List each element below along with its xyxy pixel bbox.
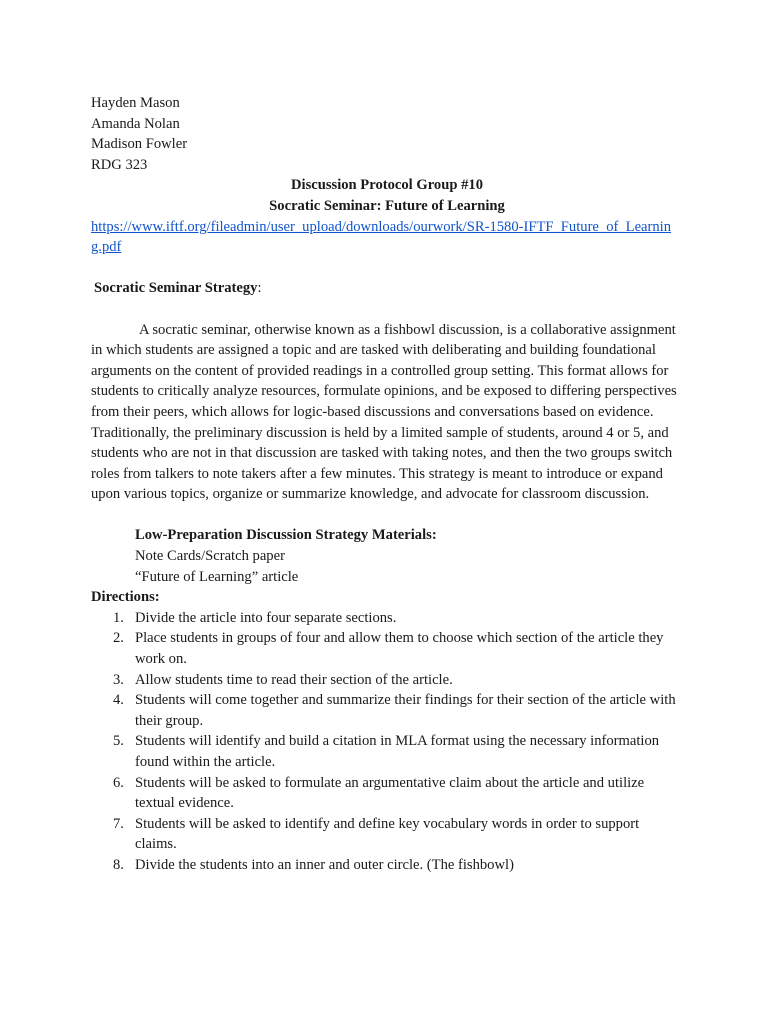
author-name: Hayden Mason bbox=[91, 95, 180, 111]
direction-text: Place students in groups of four and allow them to choose which section of the article they work on. bbox=[135, 630, 664, 668]
direction-number: 2. bbox=[113, 630, 124, 647]
direction-item bbox=[91, 628, 683, 669]
direction-number: 6. bbox=[113, 774, 124, 791]
direction-text: Allow students time to read their section of the article. bbox=[135, 671, 453, 688]
document-page bbox=[91, 93, 683, 876]
direction-item bbox=[91, 690, 683, 731]
direction-item bbox=[91, 608, 683, 629]
directions-list bbox=[91, 608, 683, 876]
materials-heading: Low-Preparation Discussion Strategy Materials: bbox=[135, 527, 437, 544]
direction-number: 4. bbox=[113, 692, 124, 709]
direction-number: 7. bbox=[113, 815, 124, 832]
author-name: Madison Fowler bbox=[91, 136, 188, 153]
direction-item bbox=[91, 731, 683, 772]
strategy-heading-text: Socratic Seminar Strategy bbox=[94, 280, 258, 297]
direction-item bbox=[91, 814, 683, 855]
author-name: Amanda Nolan bbox=[91, 115, 180, 132]
direction-number: 5. bbox=[113, 733, 124, 750]
blank-line bbox=[91, 258, 683, 279]
direction-item bbox=[91, 670, 683, 691]
materials-item: Note Cards/Scratch paper bbox=[135, 548, 285, 565]
direction-text: Divide the students into an inner and outer circle. (The fishbowl) bbox=[135, 856, 514, 873]
strategy-heading-colon: : bbox=[257, 280, 262, 297]
direction-text: Students will come together and summarize their findings for their section of the article with their group. bbox=[135, 692, 676, 729]
author-block bbox=[91, 93, 683, 175]
strategy-heading bbox=[91, 278, 683, 299]
directions-heading: Directions: bbox=[91, 589, 160, 606]
document-title: Discussion Protocol Group #10 bbox=[290, 177, 484, 194]
direction-item bbox=[91, 855, 683, 876]
materials-item: “Future of Learning” article bbox=[135, 568, 299, 585]
source-article-link[interactable]: https://www.iftf.org/fileadmin/user_upload/downloads/ourwork/SR-1580-IFTF_Future_of_Learning.pdf bbox=[91, 218, 672, 256]
strategy-paragraph: A socratic seminar, otherwise known as a fishbowl discussion, is a collaborative assignment in which students are assigned a topic and are tasked with deliberating and building foundational arguments on the content of provided readings in a controlled group setting. This format allows for students to critically analyze resources, formulate opinions, and be exposed to differing perspectives from their peers, which allows for logic-based discussions and conversations based on evidence. Traditionally, the preliminary discussion is held by a limited sample of students, around 4 or 5, and students who are not in that discussion are tasked with taking notes, and then the two groups switch roles from talkers to note takers after a few minutes. This strategy is meant to introduce or expand upon various topics, organize or summarize knowledge, and advocate for classroom discussion. bbox=[91, 321, 677, 503]
blank-line bbox=[91, 299, 683, 320]
direction-text: Students will be asked to formulate an argumentative claim about the article and utilize textual evidence. bbox=[135, 774, 645, 812]
direction-text: Students will identify and build a citation in MLA format using the necessary information found within the article. bbox=[135, 733, 660, 770]
direction-number: 3. bbox=[113, 671, 124, 688]
direction-item bbox=[91, 773, 683, 814]
direction-text: Divide the article into four separate sections. bbox=[135, 609, 397, 626]
direction-number: 8. bbox=[113, 856, 124, 873]
document-subtitle: Socratic Seminar: Future of Learning bbox=[269, 197, 505, 214]
direction-text: Students will be asked to identify and define key vocabulary words in order to support claims. bbox=[135, 815, 640, 853]
course-code: RDG 323 bbox=[91, 156, 148, 173]
blank-line bbox=[91, 505, 683, 526]
direction-number: 1. bbox=[113, 609, 124, 626]
